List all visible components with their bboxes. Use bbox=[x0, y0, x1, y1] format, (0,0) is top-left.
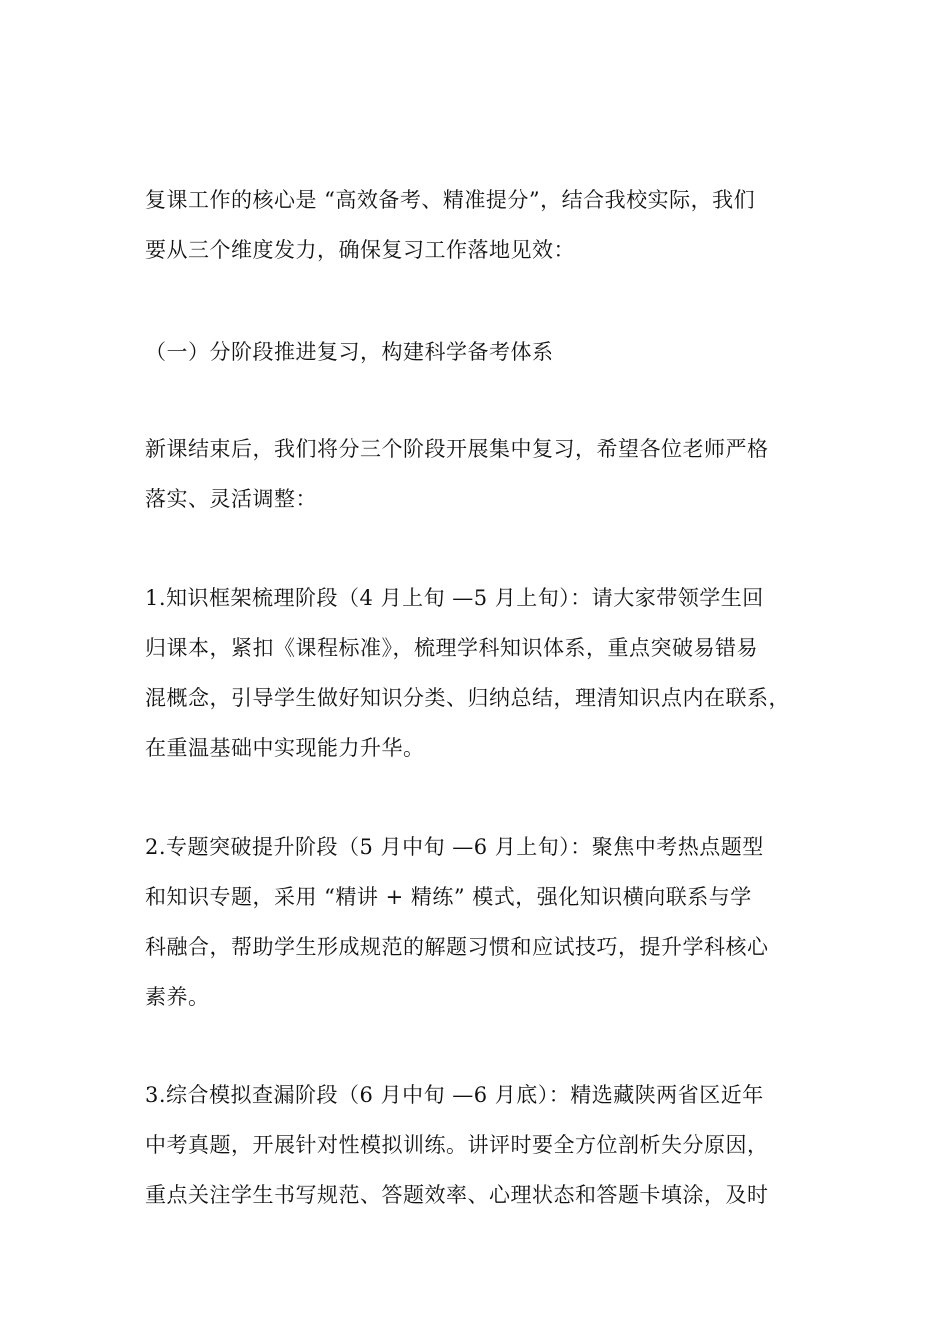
phase-3-line-2: 中考真题，开展针对性模拟训练。讲评时要全方位剖析失分原因， bbox=[145, 1133, 769, 1157]
phase-3-line-3: 重点关注学生书写规范、答题效率、心理状态和答题卡填涂，及时 bbox=[145, 1183, 769, 1207]
phase-1-line-4: 在重温基础中实现能力升华。 bbox=[145, 736, 425, 760]
phase-2-line-3: 科融合，帮助学生形成规范的解题习惯和应试技巧，提升学科核心 bbox=[145, 935, 769, 959]
phase-2-line-2: 和知识专题，采用 “精讲 + 精练” 模式，强化知识横向联系与学 bbox=[145, 885, 752, 909]
phase-3-line-1: 3.综合模拟查漏阶段（6 月中旬 —6 月底）：精选藏陕两省区近年 bbox=[145, 1083, 764, 1107]
intro-line-2: 要从三个维度发力，确保复习工作落地见效： bbox=[145, 238, 575, 262]
intro-line-1: 复课工作的核心是 “高效备考、精准提分”，结合我校实际，我们 bbox=[145, 188, 756, 212]
section-heading: （一）分阶段推进复习，构建科学备考体系 bbox=[145, 340, 554, 364]
phase-2-line-4: 素养。 bbox=[145, 985, 210, 1009]
phase-1-line-3: 混概念，引导学生做好知识分类、归纳总结，理清知识点内在联系， bbox=[145, 686, 790, 710]
phase-2-line-1: 2.专题突破提升阶段（5 月中旬 —6 月上旬）：聚焦中考热点题型 bbox=[145, 835, 764, 859]
phase-1-line-1: 1.知识框架梳理阶段（4 月上旬 —5 月上旬）：请大家带领学生回 bbox=[145, 586, 764, 610]
phase-intro-line-1: 新课结束后，我们将分三个阶段开展集中复习，希望各位老师严格 bbox=[145, 437, 769, 461]
phase-1-line-2: 归课本，紧扣《课程标准》，梳理学科知识体系，重点突破易错易 bbox=[145, 636, 758, 660]
phase-intro-line-2: 落实、灵活调整： bbox=[145, 487, 317, 511]
